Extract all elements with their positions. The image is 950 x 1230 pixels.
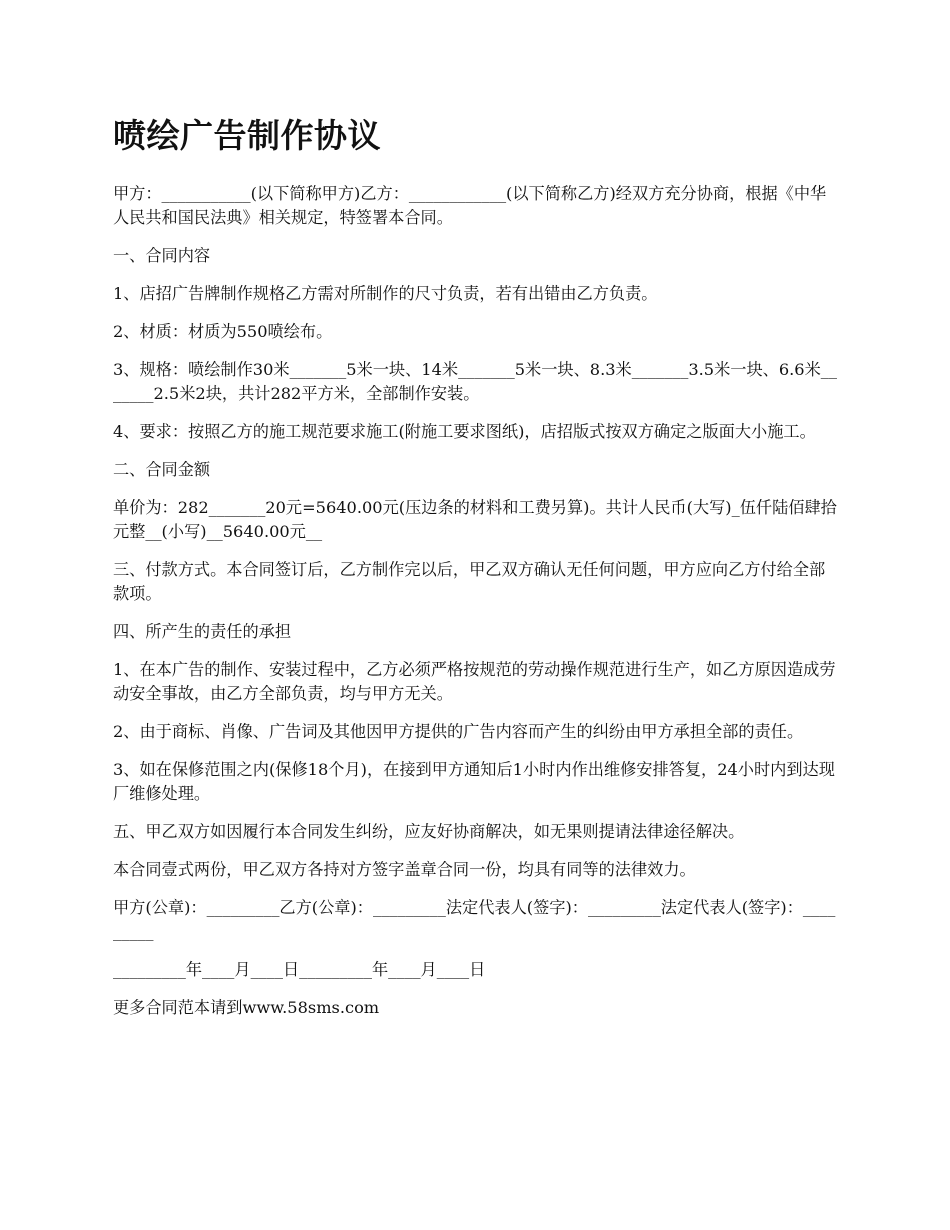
document-title: 喷绘广告制作协议 <box>113 116 381 155</box>
section-dispute-resolution: 五、甲乙双方如因履行本合同发生纠纷，应友好协商解决，如无果则提请法律途径解决。 <box>113 822 745 841</box>
clause-content-dispute: 2、由于商标、肖像、广告词及其他因甲方提供的广告内容而产生的纠纷由甲方承担全部的责任。 <box>113 722 804 741</box>
section-payment-method: 三、付款方式。本合同签订后，乙方制作完以后，甲乙双方确认无任何问题，甲方应向乙方付给全部款项。 <box>113 560 826 603</box>
clause-warranty: 3、如在保修范围之内(保修18个月)，在接到甲方通知后1小时内作出维修安排答复，24小时内到达现厂维修处理。 <box>113 760 835 803</box>
signature-line: 甲方(公章)：_________乙方(公章)：_________法定代表人(签字)：_________法定代表人(签字)：_________ <box>113 898 836 941</box>
clause-material: 2、材质：材质为550喷绘布。 <box>113 322 333 341</box>
section-heading-liability: 四、所产生的责任的承担 <box>113 622 292 641</box>
footer-more-templates: 更多合同范本请到www.58sms.com <box>113 998 380 1017</box>
date-line: _________年____月____日_________年____月____日 <box>113 960 486 979</box>
clause-specification: 3、规格：喷绘制作30米_______5米一块、14米_______5米一块、8.3米_______3.5米一块、6.6米_______2.5米2块，共计282平方米，全部制作安装。 <box>113 360 837 403</box>
clause-copies: 本合同壹式两份，甲乙双方各持对方签字盖章合同一份，均具有同等的法律效力。 <box>113 860 696 879</box>
contract-document <box>113 108 837 1034</box>
clause-size-responsibility: 1、店招广告牌制作规格乙方需对所制作的尺寸负责，若有出错由乙方负责。 <box>113 284 658 303</box>
clause-requirements: 4、要求：按照乙方的施工规范要求施工(附施工要求图纸)，店招版式按双方确定之版面大小施工。 <box>113 422 816 441</box>
section-heading-contract-content: 一、合同内容 <box>113 246 211 265</box>
intro-paragraph: 甲方：___________(以下简称甲方)乙方：____________(以下简称乙方)经双方充分协商，根据《中华人民共和国民法典》相关规定，特签署本合同。 <box>113 184 827 227</box>
section-heading-contract-amount: 二、合同金额 <box>113 460 211 479</box>
clause-unit-price: 单价为：282_______20元=5640.00元(压边条的材料和工费另算)。共计人民币(大写)_伍仟陆佰肆拾元整__(小写)__5640.00元__ <box>113 498 837 541</box>
clause-safety-liability: 1、在本广告的制作、安装过程中，乙方必须严格按规范的劳动操作规范进行生产，如乙方原因造成劳动安全事故，由乙方全部负责，均与甲方无关。 <box>113 660 836 703</box>
